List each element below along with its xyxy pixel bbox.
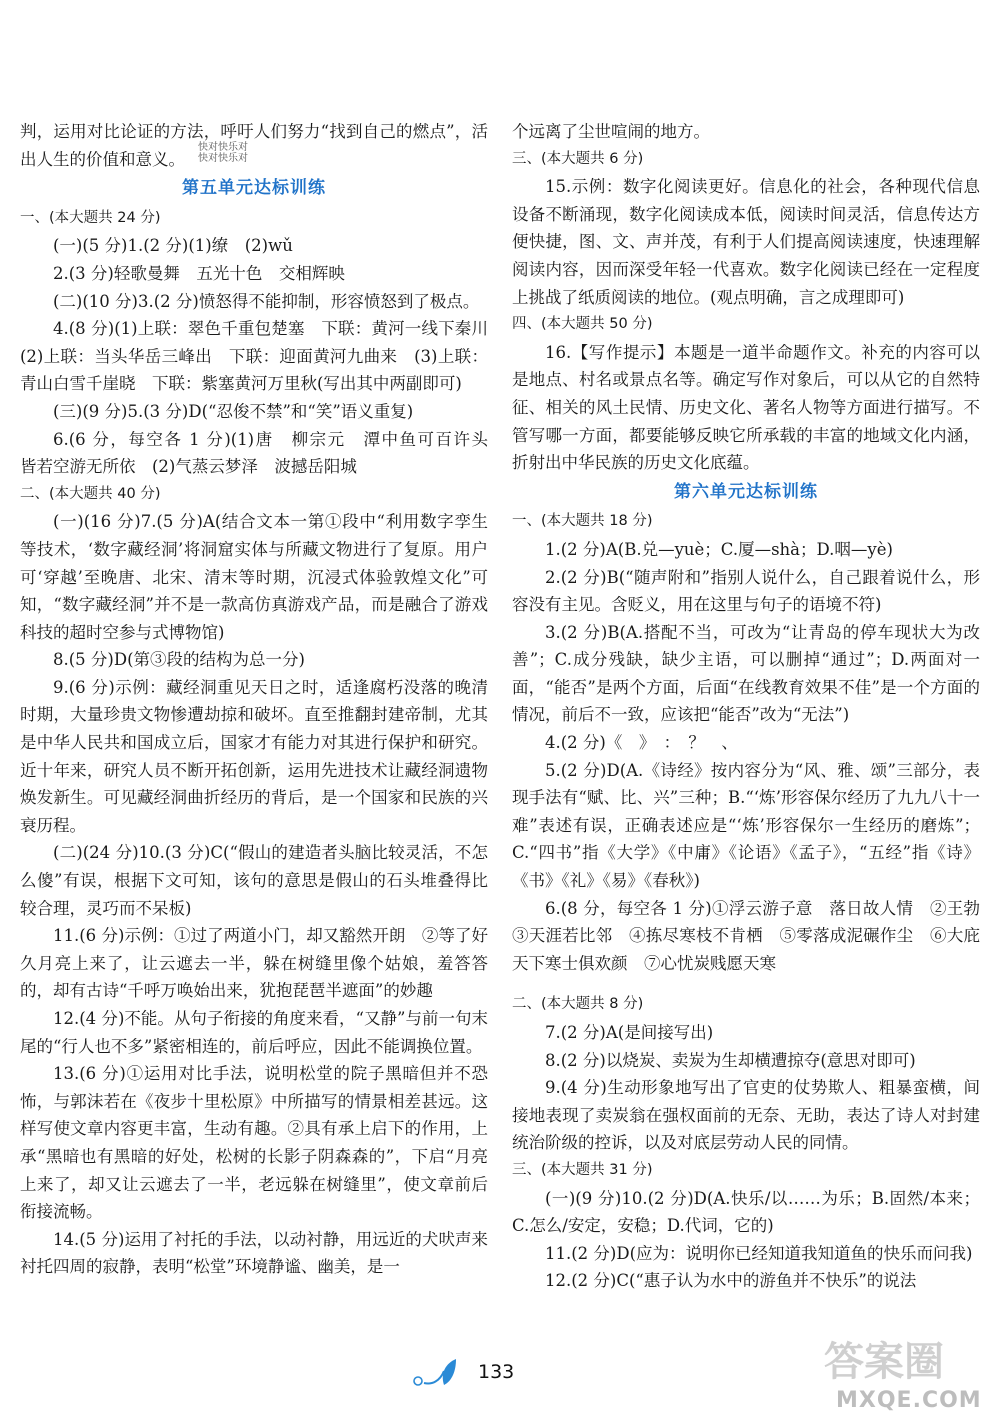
answer-item: (一)(16 分)7.(5 分)A(结合文本一第①段中“利用数字孪生等技术，‘数字藏经洞’将洞窟实体与所藏文物进行了复原。用户可‘穿越’至晚唐、北宋、清末等时期，沉浸式体验敦煌文化”可知，“数字藏经洞”并不是一款高仿真游戏产品，而是融合了游戏科技的超时空参与式博物馆) — [20, 512, 488, 642]
answer-item: 12.(4 分)不能。从句子衔接的角度来看，“又静”与前一句末尾的“行人也不多”紧密相连的，前后呼应，因此不能调换位置。 — [20, 1009, 488, 1056]
paragraph: 判，运用对比论证的方法，呼吁人们努力“找到自己的燃点”，活出人生的价值和意义。 — [20, 122, 488, 169]
section-heading: 一、(本大题共 18 分) — [512, 513, 653, 530]
answer-item: 9.(6 分)示例：藏经洞重见天日之时，适逢腐朽没落的晚清时期，大量珍贵文物惨遭劫掠和破坏。直至推翻封建帝制，尤其是中华人民共和国成立后，国家才有能力对其进行保护和研究。近十年来，研究人员不断开拓创新，运用先进技术让藏经洞遗物焕发新生。可见藏经洞曲折经历的背后，是一个国家和民族的兴衰历程。 — [20, 677, 488, 835]
left-column — [20, 118, 505, 1281]
watermark — [818, 1330, 994, 1420]
right-column — [512, 118, 997, 1295]
unit6-title: 第六单元达标训练 — [674, 481, 818, 502]
answer-item: 15.示例：数字化阅读更好。信息化的社会，各种现代信息设备不断涌现，数字化阅读成本低，阅读时间灵活，信息传达方便快捷，图、文、声并茂，有利于人们提高阅读速度，快速理解阅读内容，因而深受年轻一代喜欢。数字化阅读已经在一定程度上挑战了纸质阅读的地位。(观点明确，言之成理即可) — [512, 177, 980, 307]
answer-item: 2.(3 分)轻歌曼舞 五光十色 交相辉映 — [53, 263, 345, 283]
answer-item: (三)(9 分)5.(3 分)D(“忍俊不禁”和“笑”语义重复) — [53, 401, 414, 421]
answer-item: (二)(24 分)10.(3 分)C(“假山的建造者头脑比较灵活，不怎么傻”有误，根据下文可知，该句的意思是假山的石头堆叠得比较合理，灵巧而不呆板) — [20, 843, 488, 918]
answer-item: 16.【写作提示】本题是一道半命题作文。补充的内容可以是地点、村名或景点名等。确定写作对象后，可以从它的自然特征、相关的风土民情、历史文化、著名人物等方面进行描写。不管写哪一方面，都要能够反映它所承载的丰富的地域文化内涵，折射出中华民族的历史文化底蕴。 — [512, 342, 980, 473]
section-heading: 一、(本大题共 24 分) — [20, 209, 161, 226]
section-heading: 四、(本大题共 50 分) — [512, 316, 653, 333]
answer-item: 2.(2 分)B(“随声附和”指别人说什么，自己跟着说什么，形容没有主见。含贬义，用在这里与句子的语境不符) — [512, 567, 980, 615]
section-heading: 三、(本大题共 6 分) — [512, 150, 644, 167]
unit5-title: 第五单元达标训练 — [182, 178, 326, 199]
answer-item: 11.(6 分)示例：①过了两道小门，却又豁然开朗 ②等了好久月亮上来了，让云遮去一半，躲在树缝里像个姑娘，羞答答的，却有古诗“千呼万唤始出来，犹抱琵琶半遮面”的妙趣 — [20, 926, 488, 1001]
section-heading: 二、(本大题共 8 分) — [512, 996, 644, 1013]
answer-item: (一)(5 分)1.(2 分)(1)缭 (2)wǔ — [53, 236, 293, 256]
section-heading: 三、(本大题共 31 分) — [512, 1161, 653, 1178]
answer-item: 1.(2 分)A(B.兑—yuè；C.厦—shà；D.咽—yè) — [545, 539, 893, 559]
page-number: 133 — [478, 1361, 515, 1383]
paragraph: 个远离了尘世喧闹的地方。 — [512, 122, 710, 141]
answer-item: 9.(4 分)生动形象地写出了官吏的仗势欺人、粗暴蛮横，间接地表现了卖炭翁在强权面前的无奈、无助，表达了诗人对封建统治阶级的控诉，以及对底层劳动人民的同情。 — [512, 1078, 980, 1153]
answer-item: 6.(6 分，每空各 1 分)(1)唐 柳宗元 潭中鱼可百许头 皆若空游无所依 (2)气蒸云梦泽 波撼岳阳城 — [20, 429, 505, 477]
answer-item: 6.(8 分，每空各 1 分)①浮云游子意 落日故人情 ②王勃 ③天涯若比邻 ④拣尽寒枝不肯栖 ⑤零落成泥碾作尘 ⑥大庇天下寒士俱欢颜 ⑦心忧炭贱愿天寒 — [512, 898, 997, 973]
watermark-site: MXQE.COM — [836, 1388, 982, 1413]
answer-item: 5.(2 分)D(A.《诗经》按内容分为“风、雅、颂”三部分，表现手法有“赋、比、兴”三种；B.“‘炼’形容保尔经历了九九八十一难”表述有误，正确表述应是“‘炼’形容保尔一生经历的磨炼”；C.“四书”指《大学》《中庸》《论语》《孟子》，“五经”指《诗》《书》《礼》《易》《春秋》) — [512, 760, 980, 891]
answer-item: 8.(5 分)D(第③段的结构为总一分) — [53, 650, 305, 670]
answer-item: 12.(2 分)C(“惠子认为水中的游鱼并不快乐”的说法 — [545, 1271, 917, 1291]
answer-item: (一)(9 分)10.(2 分)D(A.快乐/以……为乐；B.固然/本来；C.怎么/安定，安稳；D.代词，它的) — [512, 1188, 980, 1236]
answer-item: 14.(5 分)运用了衬托的手法，以动衬静，用远近的犬吠声来衬托四周的寂静，表明“松堂”环境静谧、幽美，是一 — [20, 1229, 488, 1277]
leaf-logo-icon — [410, 1355, 464, 1391]
answer-item: 8.(2 分)以烧炭、卖炭为生却横遭掠夺(意思对即可) — [545, 1050, 916, 1070]
answer-item: (二)(10 分)3.(2 分)愤怒得不能抑制，形容愤怒到了极点。 — [53, 291, 480, 311]
stamp-line-1: 快对快乐对 — [198, 142, 248, 153]
answer-item: 7.(2 分)A(是间接写出) — [545, 1023, 714, 1042]
answer-item: 4.(2 分)《 》 ： ？ 、 — [545, 733, 738, 753]
answer-item: 4.(8 分)(1)上联：翠色千重包楚塞 下联：黄河一线下秦川 (2)上联：当头华岳三峰出 下联：迎面黄河九曲来 (3)上联：青山白雪千崖晓 下联：紫塞黄河万里秋(写出其中两副即可) — [20, 319, 505, 394]
answer-item: 13.(6 分)①运用对比手法，说明松堂的院子黑暗但并不恐怖，与郭沫若在《夜步十里松原》中所描写的情景相差甚远。这样写使文章内容更丰富，生动有趣。②具有承上启下的作用，上承“黑暗也有黑暗的好处，松树的长影子阴森森的”，下启“月亮上来了，却又让云遮去了一半，老远躲在树缝里”，使文章前后衔接流畅。 — [20, 1064, 488, 1222]
watermark-logo: 答案圈 — [824, 1339, 944, 1385]
section-heading: 二、(本大题共 40 分) — [20, 485, 161, 502]
answer-item: 11.(2 分)D(应为：说明你已经知道我知道鱼的快乐而问我) — [545, 1243, 973, 1263]
answer-item: 3.(2 分)B(A.搭配不当，可改为“让青岛的停车现状大为改善”；C.成分残缺，缺少主语，可以删掉“通过”；D.两面对一面，“能否”是两个方面，后面“在线教育效果不佳”是一个方面的情况，前后不一致，应该把“能否”改为“无法”) — [512, 622, 980, 725]
stamp-line-2: 快对快乐对 — [198, 153, 248, 164]
